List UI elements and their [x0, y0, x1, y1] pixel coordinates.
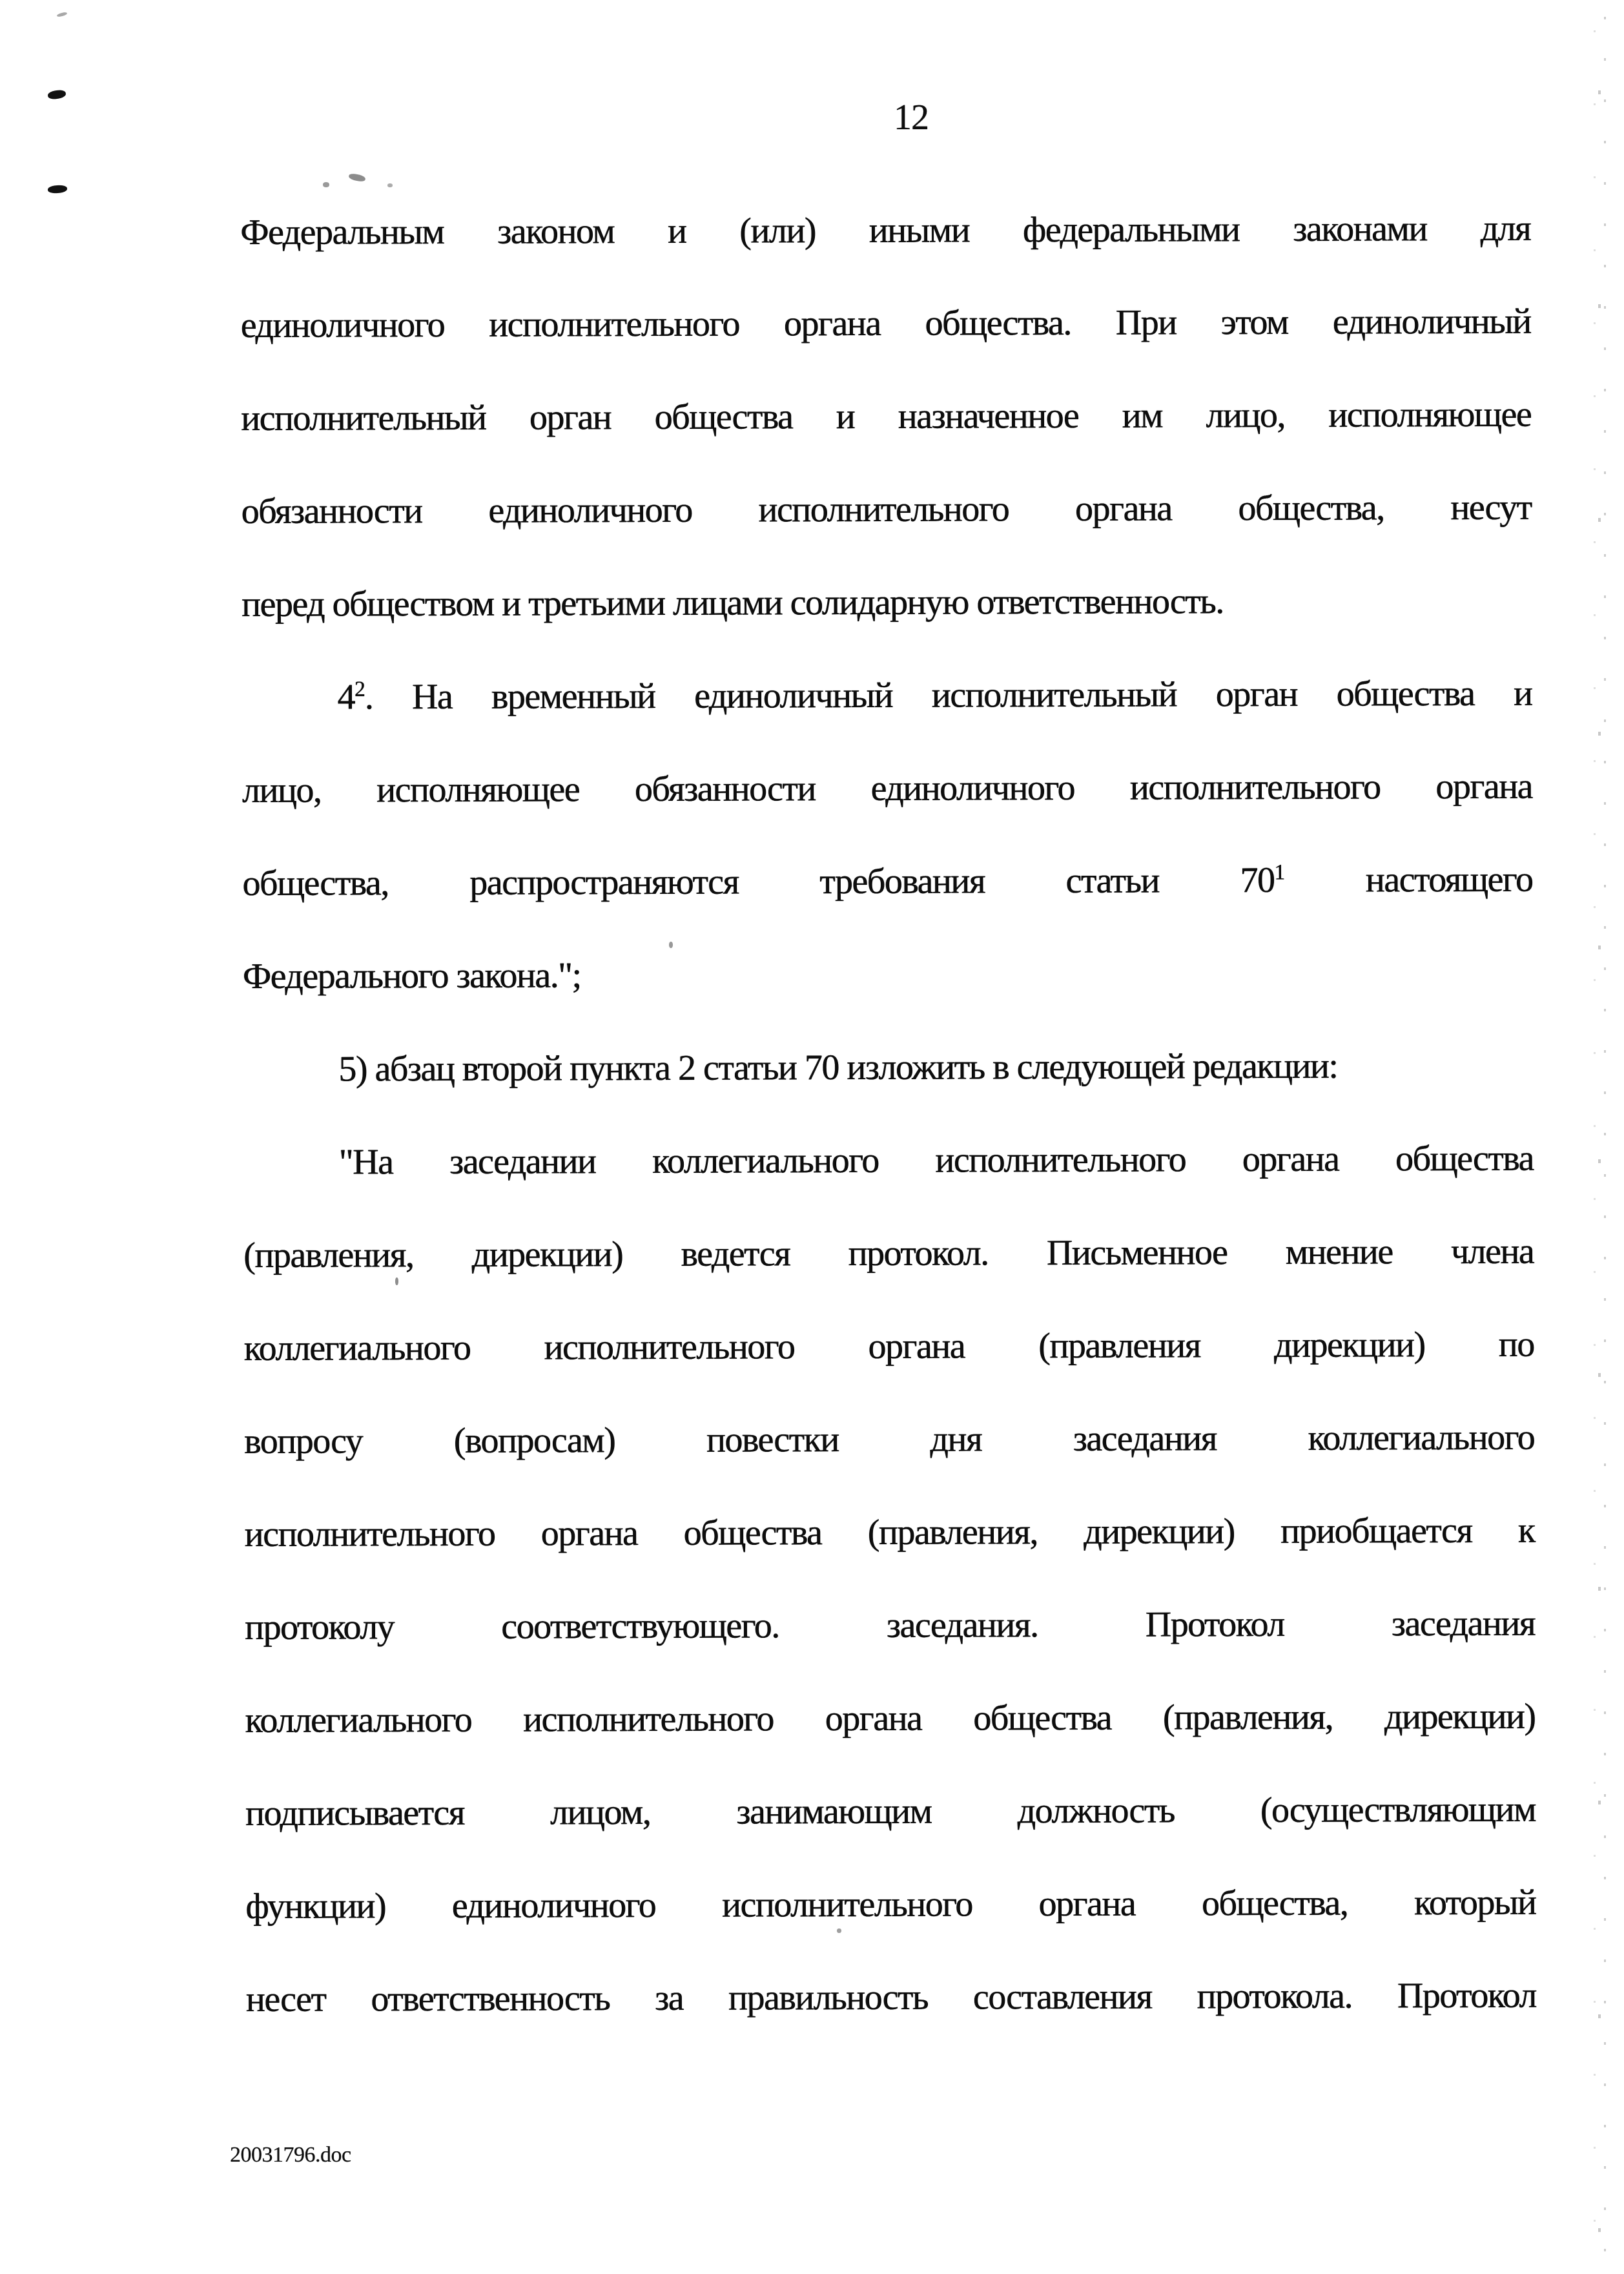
text-line	[246, 1949, 1536, 2046]
text-segment: 5) абзац второй пункта 2 статьи 70 изложить в следующей редакции:	[338, 1046, 1338, 1090]
text-line	[245, 1763, 1536, 1860]
scan-noise-speck	[57, 12, 68, 17]
text-segment: функции) единоличного исполнительного органа общества, который	[245, 1882, 1536, 1927]
text-line	[243, 1019, 1533, 1116]
text-line	[242, 740, 1532, 837]
scan-noise-column	[1604, 0, 1606, 2274]
text-line	[242, 554, 1532, 651]
text-segment: коллегиального исполнительного органа (правления дирекции) по	[243, 1324, 1534, 1369]
text-segment: исполнительный орган общества и назначенное им лицо, исполняющее	[241, 394, 1532, 439]
text-segment: Федерального закона.";	[242, 955, 581, 997]
text-segment: лицо, исполняющее обязанности единоличного исполнительного органа	[242, 766, 1533, 811]
superscript-number: 2	[354, 677, 365, 701]
text-line	[244, 1484, 1534, 1581]
scan-noise-speck	[395, 1277, 398, 1285]
page-number: 12	[894, 98, 929, 138]
scan-noise-smudge	[387, 183, 393, 187]
text-line	[243, 1205, 1534, 1302]
text-segment: обязанности единоличного исполнительного органа общества, несут	[241, 487, 1532, 532]
text-line	[243, 926, 1533, 1023]
text-segment: настоящего	[1284, 859, 1533, 900]
text-line	[241, 368, 1531, 465]
text-segment: единоличного исполнительного органа общества. При этом единоличный	[240, 301, 1531, 346]
text-segment: Федеральным законом и (или) иными федеральными законами для	[240, 208, 1531, 253]
scan-noise-smudge	[323, 182, 329, 187]
scan-noise-speck	[47, 89, 67, 100]
text-line	[245, 1577, 1535, 1674]
text-line	[242, 647, 1532, 744]
text-line	[242, 833, 1532, 930]
text-line	[245, 1856, 1536, 1953]
text-line	[245, 1670, 1535, 1767]
text-segment: вопросу (вопросам) повестки дня заседания коллегиального	[244, 1417, 1535, 1462]
footer-filename: 20031796.doc	[230, 2143, 351, 2167]
text-segment: . На временный единоличный исполнительный орган общества и	[364, 673, 1532, 718]
superscript-number: 1	[1274, 860, 1285, 885]
text-segment: коллегиального исполнительного органа общества (правления, дирекции)	[245, 1696, 1536, 1741]
text-segment: исполнительного органа общества (правления, дирекции) приобщается к	[244, 1510, 1535, 1555]
scan-noise-smudge	[348, 172, 366, 182]
text-segment: "На заседании коллегиального исполнительного органа общества	[338, 1138, 1534, 1183]
text-segment: несет ответственность за правильность составления протокола. Протокол	[245, 1975, 1536, 2020]
text-line	[240, 182, 1530, 279]
scan-noise-column	[1594, 0, 1596, 2274]
text-segment: общества, распространяются требования статьи 70	[242, 860, 1275, 904]
text-line	[241, 461, 1531, 558]
text-line	[243, 1298, 1534, 1395]
scan-noise-speck	[48, 185, 68, 194]
text-line	[244, 1391, 1534, 1488]
text-line	[243, 1112, 1534, 1209]
scan-noise-speck	[837, 1928, 841, 1933]
scan-noise-column	[1598, 0, 1601, 2274]
text-segment: протоколу соответствующего. заседания. Протокол заседания	[244, 1603, 1536, 1648]
scan-noise-speck	[669, 942, 673, 948]
text-segment: подписывается лицом, занимающим должность (осуществляющим	[245, 1789, 1536, 1834]
text-line	[240, 275, 1530, 372]
text-segment: (правления, дирекции) ведется протокол. Письменное мнение члена	[243, 1231, 1534, 1276]
document-body-text	[240, 182, 1536, 2046]
text-segment: перед обществом и третьими лицами солидарную ответственность.	[241, 581, 1224, 625]
text-segment: 4	[337, 677, 355, 718]
